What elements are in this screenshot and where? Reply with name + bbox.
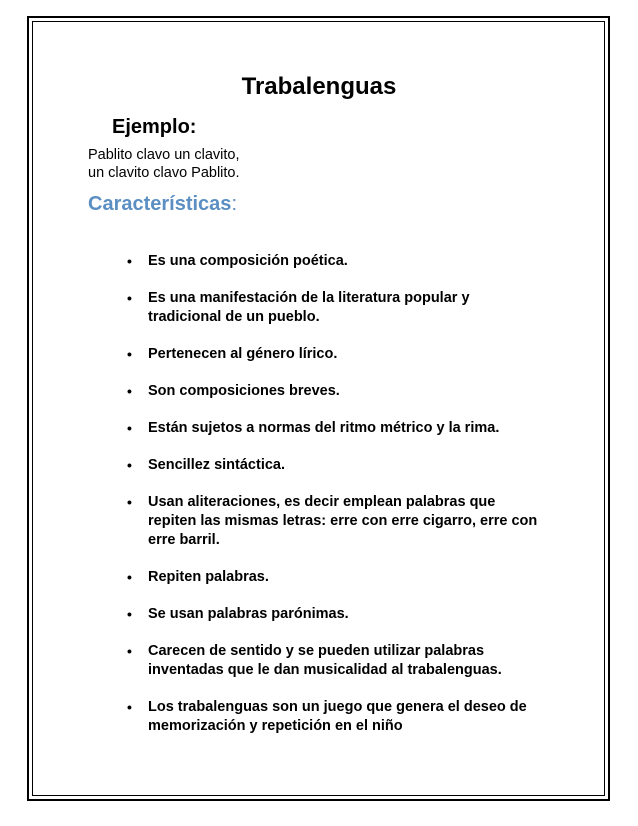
feature-item [127,345,547,364]
feature-line: Los trabalenguas son un juego que genera el deseo de [148,699,527,715]
bullet-icon: • [127,699,132,715]
feature-line: Es una composición poética. [148,253,348,269]
feature-line: Usan aliteraciones, es decir emplean palabras que [148,494,496,510]
feature-line: inventadas que le dan musicalidad al trabalenguas. [148,662,502,678]
bullet-icon: • [127,253,132,269]
feature-item [127,456,547,475]
bullet-icon: • [127,457,132,473]
bullet-icon: • [127,290,132,306]
features-heading-text: Características [88,193,232,215]
feature-line: Pertenecen al género lírico. [148,346,338,362]
example-heading: Ejemplo: [112,116,197,138]
feature-line: tradicional de un pueblo. [148,309,320,325]
features-list [127,252,547,754]
feature-line: erre barril. [148,532,220,548]
feature-item [127,493,547,550]
feature-line: Se usan palabras parónimas. [148,606,349,622]
features-heading [88,191,237,217]
example-text [88,146,240,182]
features-heading-colon: : [231,193,237,215]
bullet-icon: • [127,494,132,510]
feature-item [127,642,547,680]
feature-line: Carecen de sentido y se pueden utilizar palabras [148,643,485,659]
feature-line: Repiten palabras. [148,569,269,585]
bullet-icon: • [127,569,132,585]
bullet-icon: • [127,643,132,659]
feature-line: memorización y repetición en el niño [148,718,403,734]
feature-line: Son composiciones breves. [148,383,340,399]
feature-line: repiten las mismas letras: erre con erre cigarro, erre con [148,513,538,529]
feature-line: Sencillez sintáctica. [148,457,286,473]
example-line: Pablito clavo un clavito, [88,147,240,163]
feature-item [127,605,547,624]
document-title [0,72,638,102]
feature-item [127,382,547,401]
feature-line: Es una manifestación de la literatura popular y [148,290,470,306]
bullet-icon: • [127,420,132,436]
feature-line: Están sujetos a normas del ritmo métrico y la rima. [148,420,500,436]
feature-item [127,289,547,327]
document-title-text: Trabalenguas [241,73,397,100]
example-line: un clavito clavo Pablito. [88,165,240,181]
bullet-icon: • [127,606,132,622]
bullet-icon: • [127,383,132,399]
feature-item [127,568,547,587]
bullet-icon: • [127,346,132,362]
feature-item [127,252,547,271]
feature-item [127,419,547,438]
feature-item [127,698,547,736]
